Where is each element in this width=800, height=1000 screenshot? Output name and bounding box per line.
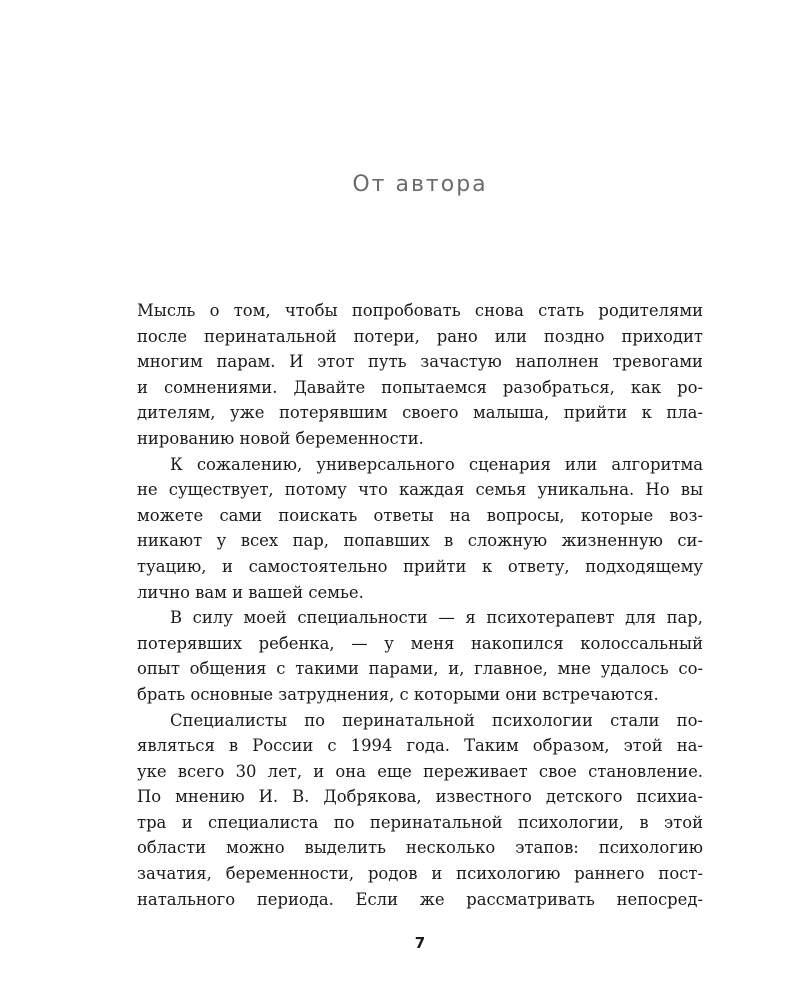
text-line: Мысль о том, чтобы попробовать снова стать родителями: [137, 301, 703, 320]
text-line: многим парам. И этот путь зачастую наполнен тревогами: [137, 352, 703, 372]
text-line: и сомнениями. Давайте попытаемся разобраться, как ро-: [137, 377, 703, 397]
text-line: можете сами поискать ответы на вопросы, которые воз-: [137, 505, 703, 525]
text-line: лично вам и вашей семье.: [137, 582, 364, 602]
text-line: дителям, уже потерявшим своего малыша, прийти к пла-: [137, 403, 703, 423]
text-line: В силу моей специальности — я психотерапевт для пар,: [170, 608, 703, 628]
text-line: нированию новой беременности.: [137, 428, 424, 448]
text-line: области можно выделить несколько этапов: психологию: [137, 838, 703, 858]
text-line: натального периода. Если же рассматривать непосред-: [137, 889, 703, 909]
text-line: зачатия, беременности, родов и психологию раннего пост-: [137, 864, 703, 884]
text-line: после перинатальной потери, рано или поздно приходит: [137, 326, 703, 346]
text-line: уке всего 30 лет, и она еще переживает свое становление.: [137, 761, 703, 781]
text-line: не существует, потому что каждая семья уникальна. Но вы: [137, 480, 703, 500]
text-line: потерявших ребенка, — у меня накопился колоссальный: [137, 633, 703, 653]
text-line: тра и специалиста по перинатальной психологии, в этой: [137, 812, 703, 832]
text-line: Специалисты по перинатальной психологии стали по-: [170, 710, 703, 730]
chapter-title: От автора: [352, 172, 488, 197]
text-line: По мнению И. В. Добрякова, известного детского психиа-: [137, 787, 703, 807]
text-line: опыт общения с такими парами, и, главное, мне удалось со-: [137, 659, 703, 679]
text-line: К сожалению, универсального сценария или алгоритма: [170, 454, 703, 474]
body-text: [137, 298, 703, 912]
text-line: являться в России с 1994 года. Таким образом, этой на-: [137, 736, 703, 756]
text-line: брать основные затруднения, с которыми они встречаются.: [137, 684, 659, 704]
text-line: туацию, и самостоятельно прийти к ответу, подходящему: [137, 556, 703, 576]
page-number: 7: [414, 934, 426, 952]
text-line: никают у всех пар, попавших в сложную жизненную си-: [137, 531, 703, 551]
